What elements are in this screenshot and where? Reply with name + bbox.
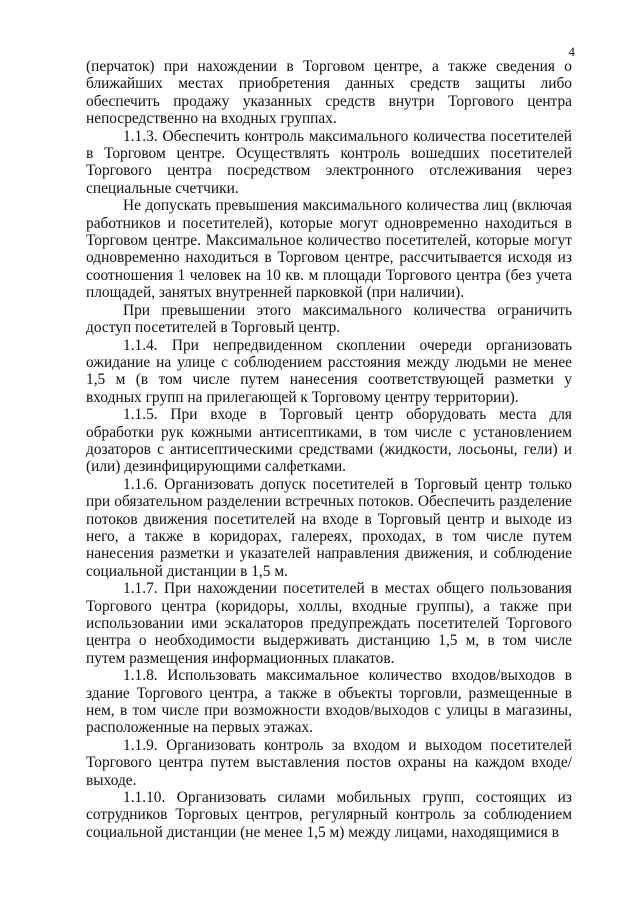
document-body <box>86 58 572 841</box>
paragraph-9: 1.1.8. Использовать максимальное количество входов/выходов в здание Торгового центра, а также в объекты торговли, размещенные в нем, в том числе при возможности входов/выходов с улицы в магазины, расположенные на первых этажах. <box>86 667 572 737</box>
page-number: 4 <box>568 44 575 59</box>
paragraph-10: 1.1.9. Организовать контроль за входом и выходом посетителей Торгового центра путем выставления постов охраны на каждом входе/выходе. <box>86 736 572 789</box>
paragraph-6: 1.1.5. При входе в Торговый центр оборудовать места для обработки рук кожными антисептиками, в том числе с установлением дозаторов с антисептическими средствами (жидкости, лосьоны, гели) и (или) дезинфицирующими салфетками. <box>86 406 572 476</box>
paragraph-1: (перчаток) при нахождении в Торговом центре, а также сведения о ближайших местах приобретения данных средств защиты либо обеспечить продажу указанных средств внутри Торгового центра непосредственно на входных группах. <box>86 58 572 128</box>
paragraph-8: 1.1.7. При нахождении посетителей в местах общего пользования Торгового центра (коридоры, холлы, входные группы), а также при использовании ими эскалаторов предупреждать посетителей Торгового центра о необходимости выдерживать дистанцию 1,5 м, в том числе путем размещения информационных плакатов. <box>86 580 572 667</box>
paragraph-11: 1.1.10. Организовать силами мобильных групп, состоящих из сотрудников Торговых центров, регулярный контроль за соблюдением социальной дистанции (не менее 1,5 м) между лицами, находящимися в <box>86 789 572 841</box>
paragraph-3: Не допускать превышения максимального количества лиц (включая работников и посетителей), которые могут одновременно находиться в Торговом центре. Максимальное количество посетителей, которые могут одновременно находиться в Торговом центре, рассчитывается исходя из соотношения 1 человек на 10 кв. м площади Торгового центра (без учета площадей, занятых внутренней парковкой (при наличии). <box>86 197 572 302</box>
paragraph-7: 1.1.6. Организовать допуск посетителей в Торговый центр только при обязательном разделении встречных потоков. Обеспечить разделение потоков движения посетителей на входе в Торговый центр и выходе из него, а также в коридорах, галереях, проходах, в том числе путем нанесения разметки и указателей направления движения, и соблюдение социальной дистанции в 1,5 м. <box>86 475 572 580</box>
paragraph-2: 1.1.3. Обеспечить контроль максимального количества посетителей в Торговом центре. Осуществлять контроль вошедших посетителей Торгового центра посредством электронного отслеживания через специальные счетчики. <box>86 127 572 197</box>
paragraph-4: При превышении этого максимального количества ограничить доступ посетителей в Торговый центр. <box>86 301 572 337</box>
paragraph-5: 1.1.4. При непредвиденном скоплении очереди организовать ожидание на улице с соблюдением расстояния между людьми не менее 1,5 м (в том числе путем нанесения соответствующей разметки у входных групп на прилегающей к Торговому центру территории). <box>86 336 572 406</box>
